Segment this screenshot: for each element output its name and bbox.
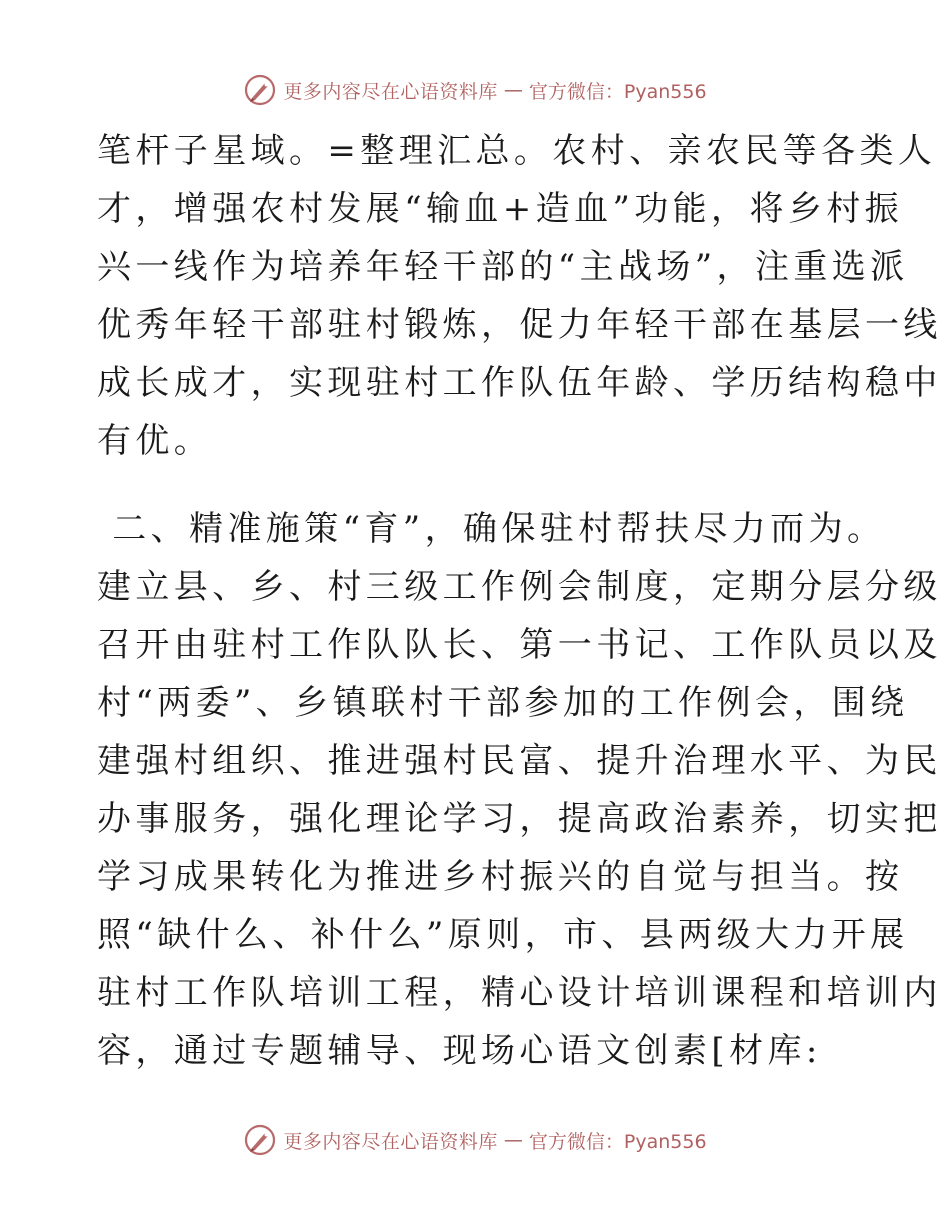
section-heading: 二、精准施策“育”，确保驻村帮扶尽力而为。 — [97, 509, 886, 549]
footer-banner — [0, 1118, 950, 1162]
paragraph — [97, 500, 942, 1080]
banner-text: 更多内容尽在心语资料库 — [283, 80, 498, 103]
header-banner — [0, 68, 950, 112]
paragraph — [97, 122, 942, 470]
banner-separator: — — [503, 1129, 523, 1151]
text-line: 容，通过专题辅导、现场心语文创素[材库: — [97, 1031, 822, 1071]
text-line: 才，增强农村发展“输血+造血”功能，将乡村振 — [97, 189, 904, 229]
pen-logo-icon — [243, 1123, 277, 1157]
text-line: 学习成果转化为推进乡村振兴的自觉与担当。按 — [97, 857, 904, 897]
text-line: 召开由驻村工作队队长、第一书记、工作队员以及 — [97, 625, 942, 665]
text-line: 办事服务，强化理论学习，提高政治素养，切实把 — [97, 799, 942, 839]
text-line: 建立县、乡、村三级工作例会制度，定期分层分级 — [97, 567, 942, 607]
pen-logo-icon — [243, 73, 277, 107]
text-line: 驻村工作队培训工程，精心设计培训课程和培训内 — [97, 973, 942, 1013]
document-body — [97, 122, 942, 1080]
text-line: 兴一线作为培养年轻干部的“主战场”，注重选派 — [97, 247, 909, 287]
banner-contact: 官方微信：Pyan556 — [528, 80, 707, 103]
text-line: 笔杆子星域。=整理汇总。农村、亲农民等各类人 — [97, 131, 937, 171]
text-line: 成长成才，实现驻村工作队伍年龄、学历结构稳中 — [97, 363, 942, 403]
text-line: 有优。 — [97, 421, 213, 461]
paragraph-gap — [97, 470, 857, 500]
banner-text: 更多内容尽在心语资料库 — [283, 1130, 498, 1153]
text-line: 优秀年轻干部驻村锻炼，促力年轻干部在基层一线 — [97, 305, 942, 345]
text-line: 照“缺什么、补什么”原则，市、县两级大力开展 — [97, 915, 909, 955]
banner-separator: — — [503, 79, 523, 101]
text-line: 建强村组织、推进强村民富、提升治理水平、为民 — [97, 741, 942, 781]
banner-contact: 官方微信：Pyan556 — [528, 1130, 707, 1153]
text-line: 村“两委”、乡镇联村干部参加的工作例会，围绕 — [97, 683, 909, 723]
